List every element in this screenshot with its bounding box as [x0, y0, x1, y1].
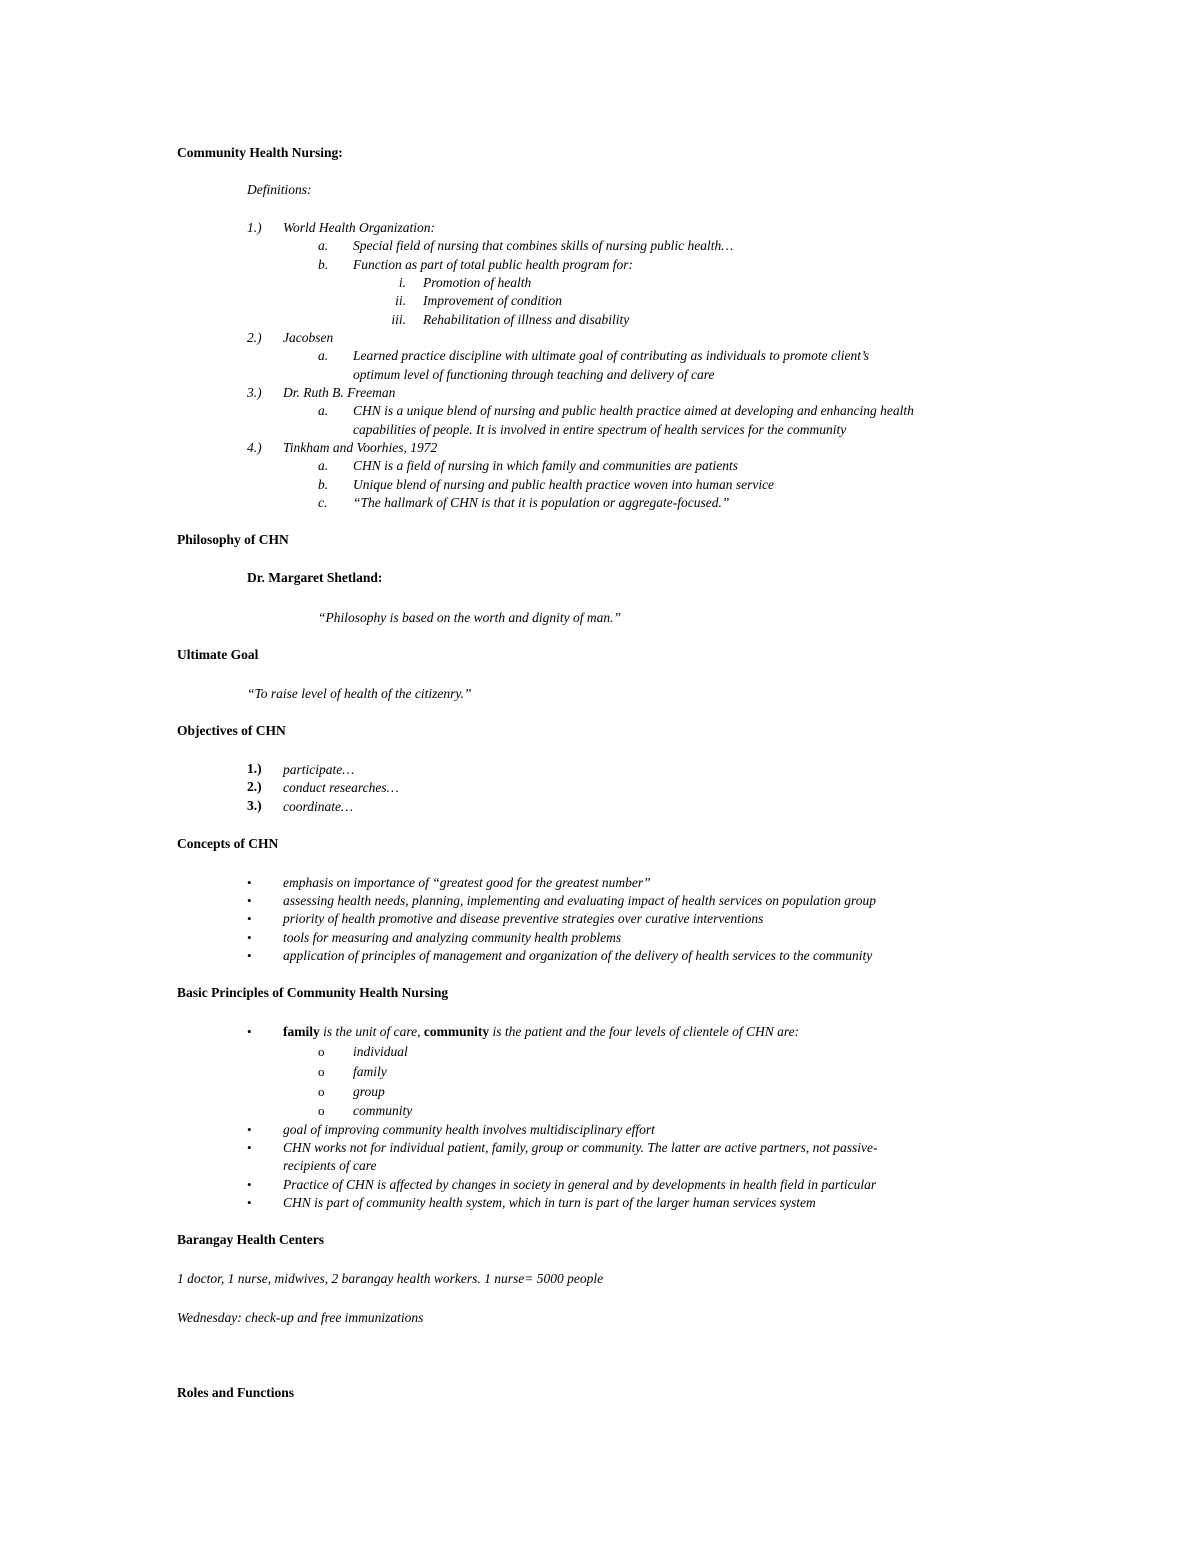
section-heading-goal: Ultimate Goal	[177, 647, 259, 662]
concept-item: application of principles of management and organization of the delivery of health services to the community	[283, 948, 873, 963]
clientele-level: group	[353, 1084, 385, 1099]
bullet-icon: •	[247, 893, 252, 908]
objective-text: conduct researches…	[283, 780, 399, 795]
clientele-level: community	[353, 1103, 413, 1118]
sub-mark: a.	[318, 403, 329, 418]
section-heading-philosophy: Philosophy of CHN	[177, 532, 289, 547]
bullet-icon: •	[247, 1195, 252, 1210]
sub-text: Special field of nursing that combines skills of nursing public health…	[353, 238, 734, 253]
sub-mark: b.	[318, 477, 329, 492]
clientele-level: individual	[353, 1044, 408, 1059]
roman-mark: iii.	[391, 312, 406, 327]
philosophy-author: Dr. Margaret Shetland:	[247, 570, 383, 585]
document-title: Community Health Nursing:	[177, 145, 343, 160]
bullet-icon: •	[247, 930, 252, 945]
objective-number: 3.)	[247, 798, 262, 813]
definition-number: 2.)	[247, 330, 262, 345]
bullet-icon: •	[247, 1024, 252, 1039]
bullet-icon: •	[247, 1140, 252, 1155]
sub-text: Learned practice discipline with ultimate goal of contributing as individuals to promote client’s	[353, 348, 869, 363]
barangay-schedule: Wednesday: check-up and free immunizations	[177, 1310, 424, 1325]
sub-mark: a.	[318, 238, 329, 253]
circle-bullet-icon: o	[318, 1103, 325, 1118]
clientele-level: family	[353, 1064, 387, 1079]
definition-source: Dr. Ruth B. Freeman	[283, 385, 396, 400]
bullet-icon: •	[247, 1122, 252, 1137]
sub-text: CHN is a unique blend of nursing and public health practice aimed at developing and enhancing health	[353, 403, 914, 418]
bullet-icon: •	[247, 948, 252, 963]
sub-text-continued: optimum level of functioning through teaching and delivery of care	[353, 367, 715, 382]
principle-item: CHN works not for individual patient, family, group or community. The latter are active partners, not passive-	[283, 1140, 878, 1155]
roman-text: Improvement of condition	[423, 293, 562, 308]
objective-text: coordinate…	[283, 799, 353, 814]
definition-number: 4.)	[247, 440, 262, 455]
concept-item: emphasis on importance of “greatest good for the greatest number”	[283, 875, 651, 890]
definition-source: World Health Organization:	[283, 220, 436, 235]
principle-item: Practice of CHN is affected by changes in society in general and by developments in health field in particular	[283, 1177, 877, 1192]
section-heading-barangay: Barangay Health Centers	[177, 1232, 324, 1247]
sub-mark: a.	[318, 348, 329, 363]
principle-text: is the patient and the four levels of clientele of CHN are:	[489, 1024, 800, 1039]
sub-mark: a.	[318, 458, 329, 473]
emphasis-family: family	[283, 1024, 320, 1039]
roman-text: Promotion of health	[423, 275, 532, 290]
section-heading-objectives: Objectives of CHN	[177, 723, 286, 738]
roman-mark: i.	[398, 275, 406, 290]
roman-mark: ii.	[395, 293, 406, 308]
emphasis-community: community	[423, 1024, 490, 1039]
roman-text: Rehabilitation of illness and disability	[423, 312, 630, 327]
definition-number: 3.)	[247, 385, 262, 400]
section-heading-principles: Basic Principles of Community Health Nursing	[177, 985, 449, 1000]
sub-text: Unique blend of nursing and public health practice woven into human service	[353, 477, 775, 492]
objective-text: participate…	[283, 762, 355, 777]
principle-item: goal of improving community health involves multidisciplinary effort	[283, 1122, 655, 1137]
sub-text-continued: capabilities of people. It is involved in entire spectrum of health services for the community	[353, 422, 847, 437]
objective-number: 2.)	[247, 779, 262, 794]
sub-mark: c.	[318, 495, 328, 510]
principle-item: CHN is part of community health system, which in turn is part of the larger human services system	[283, 1195, 816, 1210]
principle-item-continued: recipients of care	[283, 1158, 377, 1173]
principle-item-first	[283, 1023, 799, 1041]
bullet-icon: •	[247, 1177, 252, 1192]
definition-source: Jacobsen	[283, 330, 334, 345]
definitions-label: Definitions:	[247, 182, 312, 197]
concept-item: tools for measuring and analyzing community health problems	[283, 930, 622, 945]
sub-mark: b.	[318, 257, 329, 272]
sub-text: Function as part of total public health program for:	[353, 257, 633, 272]
circle-bullet-icon: o	[318, 1084, 325, 1099]
section-heading-roles: Roles and Functions	[177, 1385, 295, 1400]
philosophy-quote: “Philosophy is based on the worth and dignity of man.”	[318, 610, 622, 625]
bullet-icon: •	[247, 875, 252, 890]
barangay-staffing: 1 doctor, 1 nurse, midwives, 2 barangay health workers. 1 nurse= 5000 people	[177, 1271, 604, 1286]
circle-bullet-icon: o	[318, 1064, 325, 1079]
sub-text: CHN is a field of nursing in which family and communities are patients	[353, 458, 738, 473]
principle-text: is the unit of care,	[319, 1024, 424, 1039]
section-heading-concepts: Concepts of CHN	[177, 836, 279, 851]
goal-quote: “To raise level of health of the citizenry.”	[247, 686, 472, 701]
objective-number: 1.)	[247, 761, 262, 776]
sub-text: “The hallmark of CHN is that it is population or aggregate-focused.”	[353, 495, 730, 510]
concept-item: priority of health promotive and disease preventive strategies over curative interventions	[283, 911, 764, 926]
bullet-icon: •	[247, 911, 252, 926]
definition-source: Tinkham and Voorhies, 1972	[283, 440, 438, 455]
concept-item: assessing health needs, planning, implementing and evaluating impact of health services on population group	[283, 893, 877, 908]
definition-number: 1.)	[247, 220, 262, 235]
circle-bullet-icon: o	[318, 1044, 325, 1059]
